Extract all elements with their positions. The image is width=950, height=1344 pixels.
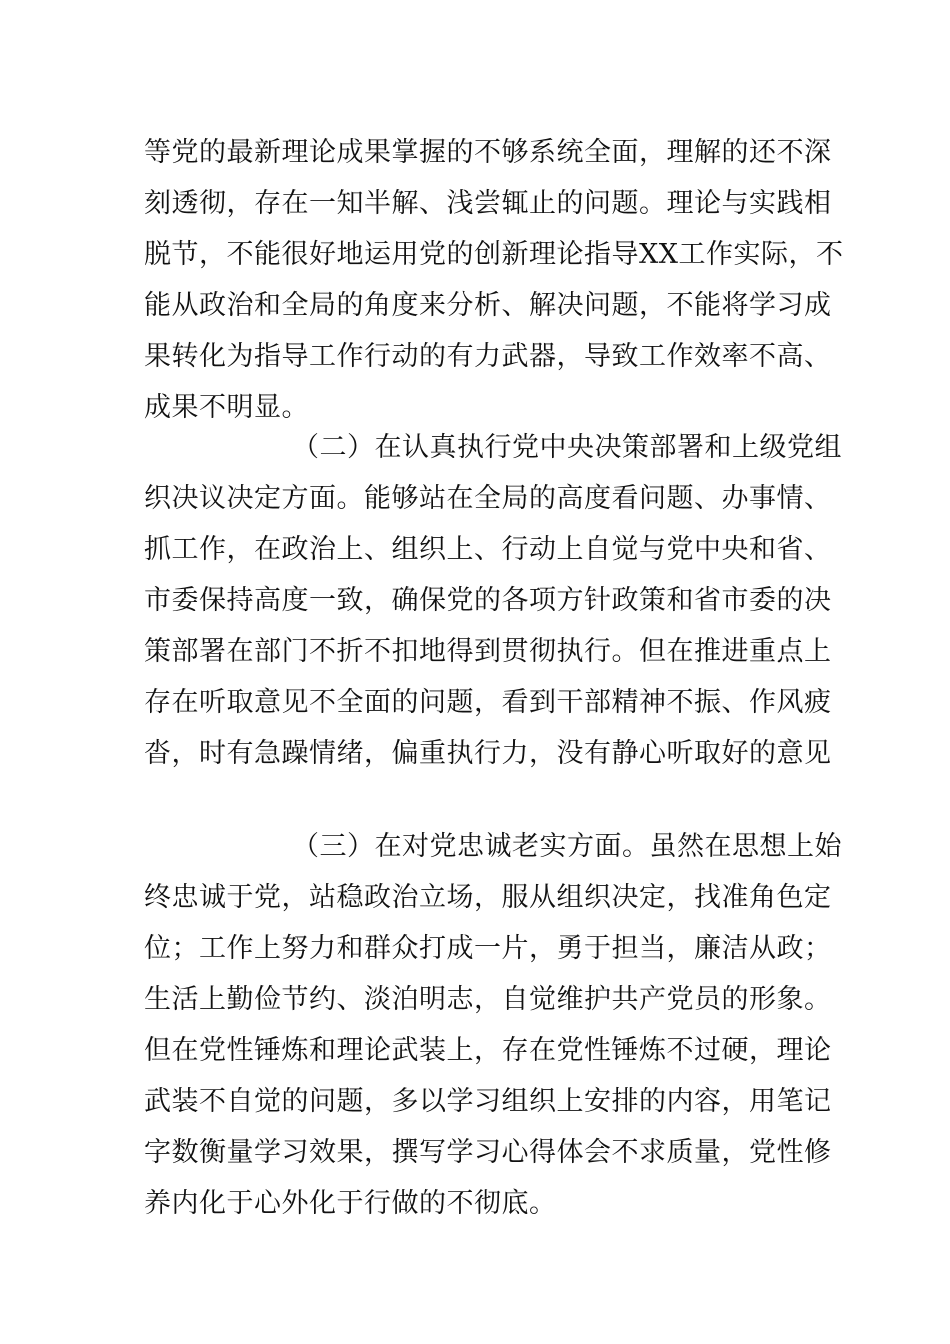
paragraph-line: 抓工作，在政治上、组织上、行动上自觉与党中央和省、: [144, 534, 832, 565]
paragraph-line: 但在党性锤炼和理论武装上，存在党性锤炼不过硬，理论: [144, 1035, 832, 1066]
paragraph-line: 养内化于心外化于行做的不彻底。: [144, 1188, 557, 1219]
paragraph-line: 武装不自觉的问题，多以学习组织上安排的内容，用笔记: [144, 1086, 832, 1117]
paragraph-line: 织决议决定方面。能够站在全局的高度看问题、办事情、: [144, 483, 832, 514]
paragraph-line: 果转化为指导工作行动的有力武器，导致工作效率不高、: [144, 341, 832, 372]
paragraph-line: 脱节，不能很好地运用党的创新理论指导XX工作实际，不: [144, 239, 844, 270]
paragraph-line: 成果不明显。: [144, 392, 309, 423]
paragraph-line: 存在听取意见不全面的问题，看到干部精神不振、作风疲: [144, 687, 832, 718]
paragraph-line: 等党的最新理论成果掌握的不够系统全面，理解的还不深: [144, 137, 832, 168]
paragraph-line: 策部署在部门不折不扣地得到贯彻执行。但在推进重点上: [144, 636, 832, 667]
section-heading-line: （三）在对党忠诚老实方面。虽然在思想上始: [292, 831, 842, 862]
paragraph-line: 生活上勤俭节约、淡泊明志，自觉维护共产党员的形象。: [144, 984, 832, 1015]
paragraph-line: 位；工作上努力和群众打成一片，勇于担当，廉洁从政；: [144, 933, 832, 964]
paragraph-line: 沓，时有急躁情绪，偏重执行力，没有静心听取好的意见: [144, 738, 832, 769]
paragraph-line: 能从政治和全局的角度来分析、解决问题，不能将学习成: [144, 290, 832, 321]
paragraph-section-three: [144, 821, 842, 1229]
paragraph-theory-study: [144, 127, 844, 433]
paragraph-section-two: [144, 422, 842, 779]
paragraph-line: 刻透彻，存在一知半解、浅尝辄止的问题。理论与实践相: [144, 188, 832, 219]
paragraph-line: 终忠诚于党，站稳政治立场，服从组织决定，找准角色定: [144, 882, 832, 913]
paragraph-line: 市委保持高度一致，确保党的各项方针政策和省市委的决: [144, 585, 832, 616]
paragraph-line: 字数衡量学习效果，撰写学习心得体会不求质量，党性修: [144, 1137, 832, 1168]
section-heading-line: （二）在认真执行党中央决策部署和上级党组: [292, 432, 842, 463]
